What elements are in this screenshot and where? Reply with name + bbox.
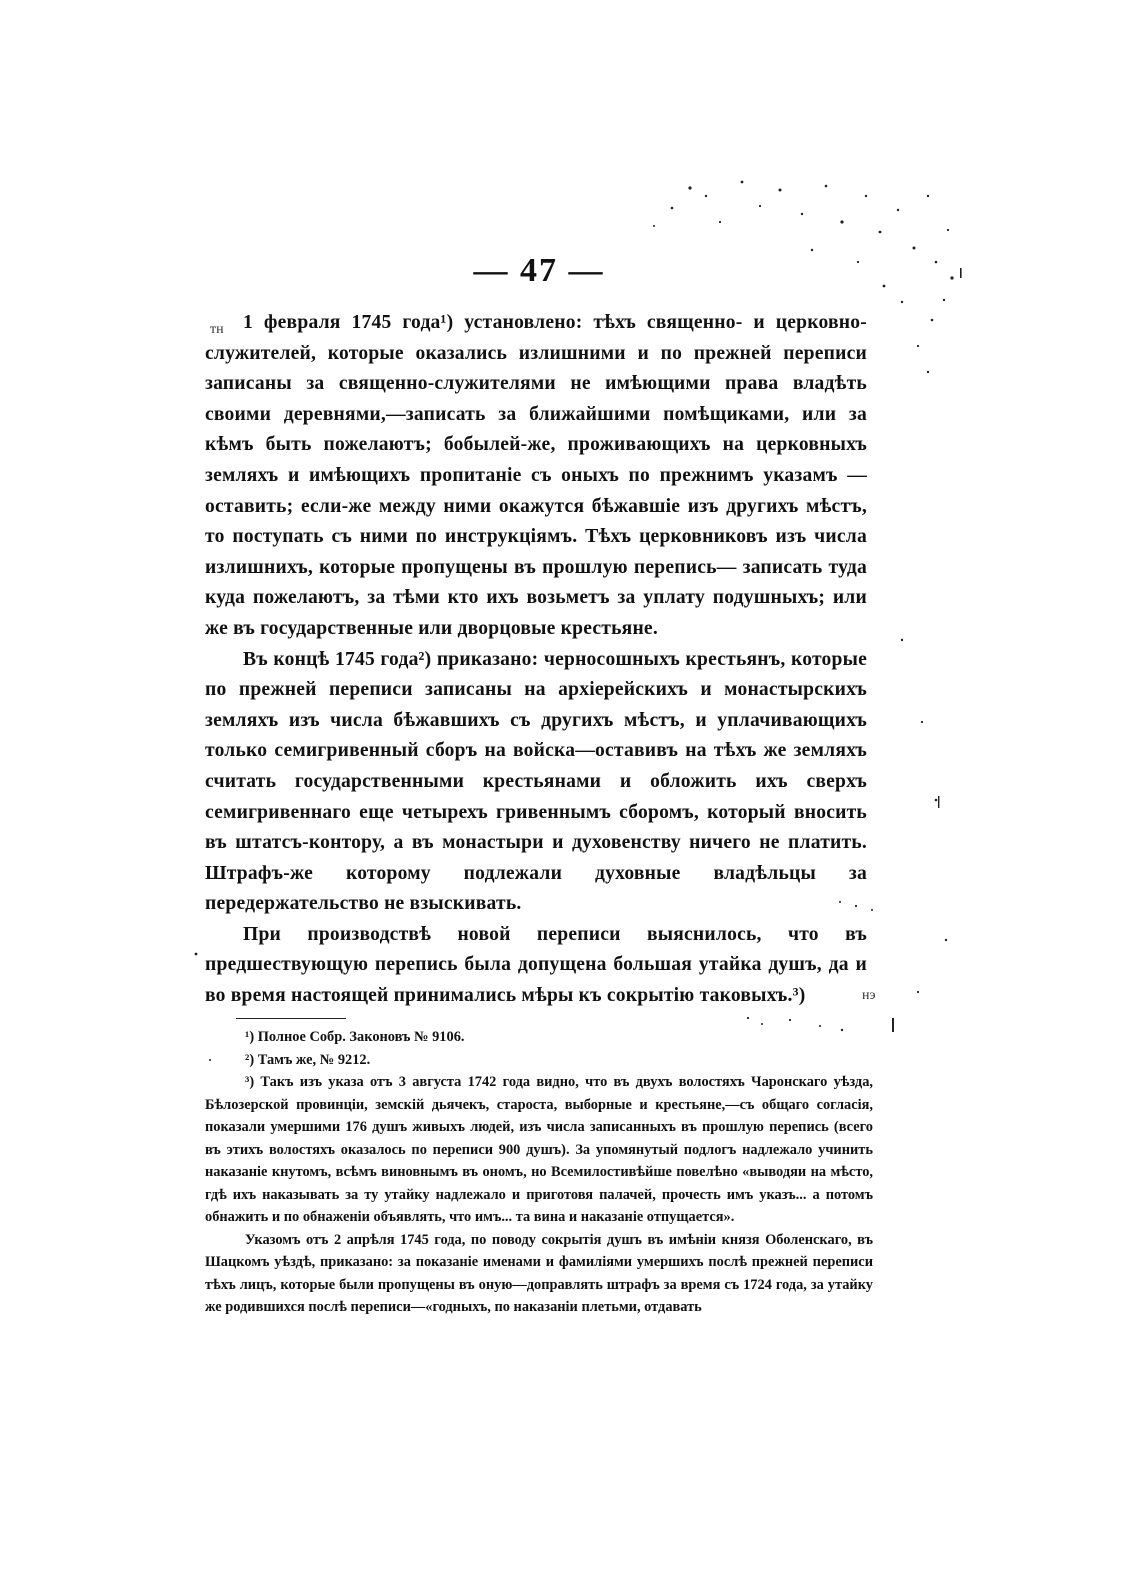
paragraph: 1 февраля 1745 года¹) установлено: тѣхъ священно- и церковно-служителей, которые оказались излишними и по прежней переписи записаны за священно-служителями не имѣющими права владѣть своими деревнями,—записать за ближайшими помѣщиками, или за кѣмъ быть пожелаютъ; бобылей-же, проживающихъ на церковныхъ земляхъ и имѣющихъ пропитаніе съ оныхъ по прежнимъ указамъ —оставить; если-же между ними окажутся бѣжавшіе изъ другихъ мѣстъ, то поступать съ ними по инструкціямъ. Тѣхъ церковниковъ изъ числа излишнихъ, которые пропущены въ прошлую перепись— записать туда куда пожелаютъ, за тѣми кто ихъ возьметъ за уплату подушныхъ; или же въ государственные или дворцовые крестьяне. xyxy=(205,312,867,639)
paragraph: При производствѣ новой переписи выяснилось, что въ предшествующую перепись была допущена большая утайка душъ, да и во время настоящей принимались мѣры къ сокрытію таковыхъ.³) xyxy=(205,923,867,1007)
paragraph: Въ концѣ 1745 года²) приказано: черносошныхъ крестьянъ, которые по прежней переписи записаны на архіерейскихъ и монастырскихъ земляхъ изъ числа бѣжавшихъ съ другихъ мѣстъ, и уплачивающихъ только семигривенный сборъ на войска—оставивъ на тѣхъ же земляхъ считать государственными крестьянами и обложить ихъ сверхъ семигривеннаго еще четырехъ гривеннымъ сборомъ, который вносить въ штатсъ-контору, а въ монастыри и духовенству ничего не платить. Штрафъ-же которому подлежали духовные владѣльцы за передержательство не взыскивать. xyxy=(205,648,867,915)
margin-mark-left: тн xyxy=(210,322,224,337)
footnote: ³) Такъ изъ указа отъ 3 августа 1742 года видно, что въ двухъ волостяхъ Чаронскаго уѣзда, Бѣлозерской провинціи, земскій дьячекъ, староста, выборные и крестьяне,—съ общаго согласія, показали умершими 176 душъ живыхъ людей, изъ числа записанныхъ въ прошлую перепись (всего въ этихъ волостяхъ оказалось по переписи 900 душъ). За упомянутый подлогъ надлежало учинить наказаніе кнутомъ, всѣмъ виновнымъ въ ономъ, но Всемилостивѣйше повелѣно «выводяи на мѣсто, гдѣ ихъ наказывать за ту утайку надлежало и приготовя палачей, прочесть имъ указъ... а потомъ обнажить и по обнаженіи объявлять, что имъ... та вина и наказаніе отпущается». xyxy=(205,1074,873,1225)
footnote: ²) Тамъ же, № 9212. xyxy=(245,1051,371,1068)
page-number: — 47 — xyxy=(473,252,605,289)
margin-mark-right: нэ xyxy=(862,988,876,1003)
footnote: ¹) Полное Собр. Законовъ № 9106. xyxy=(245,1029,465,1045)
footnote: Указомъ отъ 2 апрѣля 1745 года, по поводу сокрытія душъ въ имѣніи князя Оболенскаго, въ Шацкомъ уѣздѣ, приказано: за показаніе именами и фамиліями умершихъ послѣ прежней переписи тѣхъ лицъ, которые были пропущены въ оную—доправлять штрафъ за время съ 1724 года, за утайку же родившихся послѣ переписи—«годныхъ, по наказаніи плетьми, отдавать xyxy=(205,1231,873,1315)
footnote-divider xyxy=(236,1018,346,1019)
footnotes xyxy=(205,1026,873,1319)
main-text xyxy=(205,308,867,1012)
